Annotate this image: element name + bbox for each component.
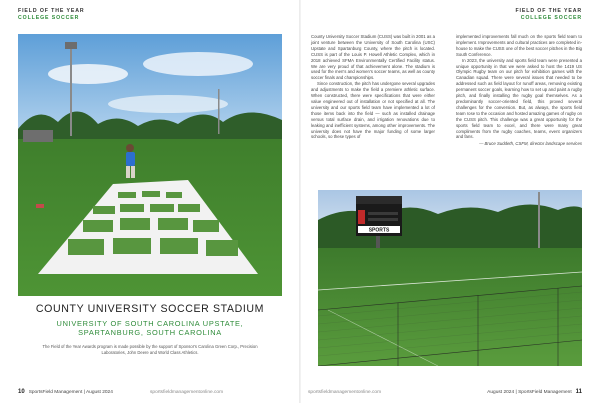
- article-paragraph: Since construction, the pitch has undergone several upgrades and adjustments to make the field a premiere athletic surface. When constructed, there were specifications that were either value engineered out of installation or not specified at all. The university and our sports field team have implemented a lot of those items back into the field — such as installed drainage versus total surface drain, and irrigation renovations due to leaking and inefficient systems, among other improvements. The university does not have the major funding of some larger schools, so these types of: [311, 81, 435, 140]
- article-paragraph: County University Soccer Stadium (CUSS) was built in 2001 as a joint venture between the University of South Carolina (USC) Upstate and Spartanburg County, where the pitch is located. CUSS is part of the Louis P. Howell Athletic Complex, which in 2018 achieved SFMA Environmentally Certified Facility status. We are very proud of that achievement alone. The stadium is used for the men's and women's soccer teams, as well as county soccer finals and championships.: [311, 34, 435, 81]
- article-column-2: [456, 34, 582, 147]
- stadium-title: COUNTY UNIVERSITY SOCCER STADIUM: [35, 303, 265, 315]
- issue-date: August 2024: [85, 390, 113, 395]
- article-paragraph: In 2023, the university and sports field team were presented a unique opportunity in that we were asked to host the 1419 US Olympic Rugby team on our pitch for exhibition games with the Canadian squad. There were several issues that needed to be addressed such as field layout for runoff areas, removing existing permanent soccer goals, learning how to set up and paint a rugby pitch, and finally installing the rugby goal themselves. As a predominantly soccer-oriented field, this proved several challenges for the conversion. But, as always, the sports field team rose to the occasion and hosted amazing games of rugby on the CUSS pitch. This challenge was a great opportunity for the sports field team to excel, and there were many great compliments from the rugby coaches, teams, event organizers and fans.: [456, 57, 582, 140]
- sponsor-credit: The Field of the Year Awards program is made possible by the support of Sponsor's Carolina Green Corp., Precision Laboratories, John Deere and World Class Athletics.: [42, 344, 258, 355]
- category-label: COLLEGE SOCCER: [18, 15, 80, 21]
- website-url: sportsfieldmanagementonline.com: [308, 390, 382, 395]
- left-page-header: [18, 8, 85, 21]
- article-column-1: [311, 34, 435, 140]
- right-footer-url: [308, 390, 381, 395]
- right-footer: August 2024 | SportsField Management 11: [487, 389, 582, 395]
- page-number: 11: [575, 389, 582, 395]
- stadium-pitch-photo: [318, 190, 582, 366]
- stadium-field-photo: [18, 34, 282, 296]
- category-label: COLLEGE SOCCER: [520, 15, 582, 21]
- website-url: sportsfieldmanagementonline.com: [150, 390, 224, 395]
- location-line-1: UNIVERSITY OF SOUTH CAROLINA UPSTATE,: [56, 319, 244, 328]
- right-page-header: [515, 8, 582, 21]
- section-label: FIELD OF THE YEAR: [515, 8, 582, 14]
- left-footer-url: [150, 390, 223, 395]
- page-number: 10: [18, 389, 25, 395]
- magazine-name: SportsField Management: [28, 390, 83, 395]
- author-signature: — Bruce Suddeth, CSFM, director landscape services: [479, 140, 582, 146]
- stadium-location: [18, 319, 282, 337]
- left-footer: 10 SportsField Management | August 2024: [18, 389, 113, 395]
- scoreboard-sign-text: SPORTS: [368, 227, 390, 234]
- magazine-name: SportsField Management: [518, 390, 572, 395]
- issue-date: August 2024: [487, 390, 515, 395]
- section-label: FIELD OF THE YEAR: [18, 8, 85, 14]
- location-line-2: SPARTANBURG, SOUTH CAROLINA: [78, 328, 222, 337]
- article-paragraph: implemented improvements fall much on the sports field team to implement. Improvements and cultural practices are completed in-house to make the CUSS one of the best soccer pitches in the Big South Conference.: [456, 34, 582, 57]
